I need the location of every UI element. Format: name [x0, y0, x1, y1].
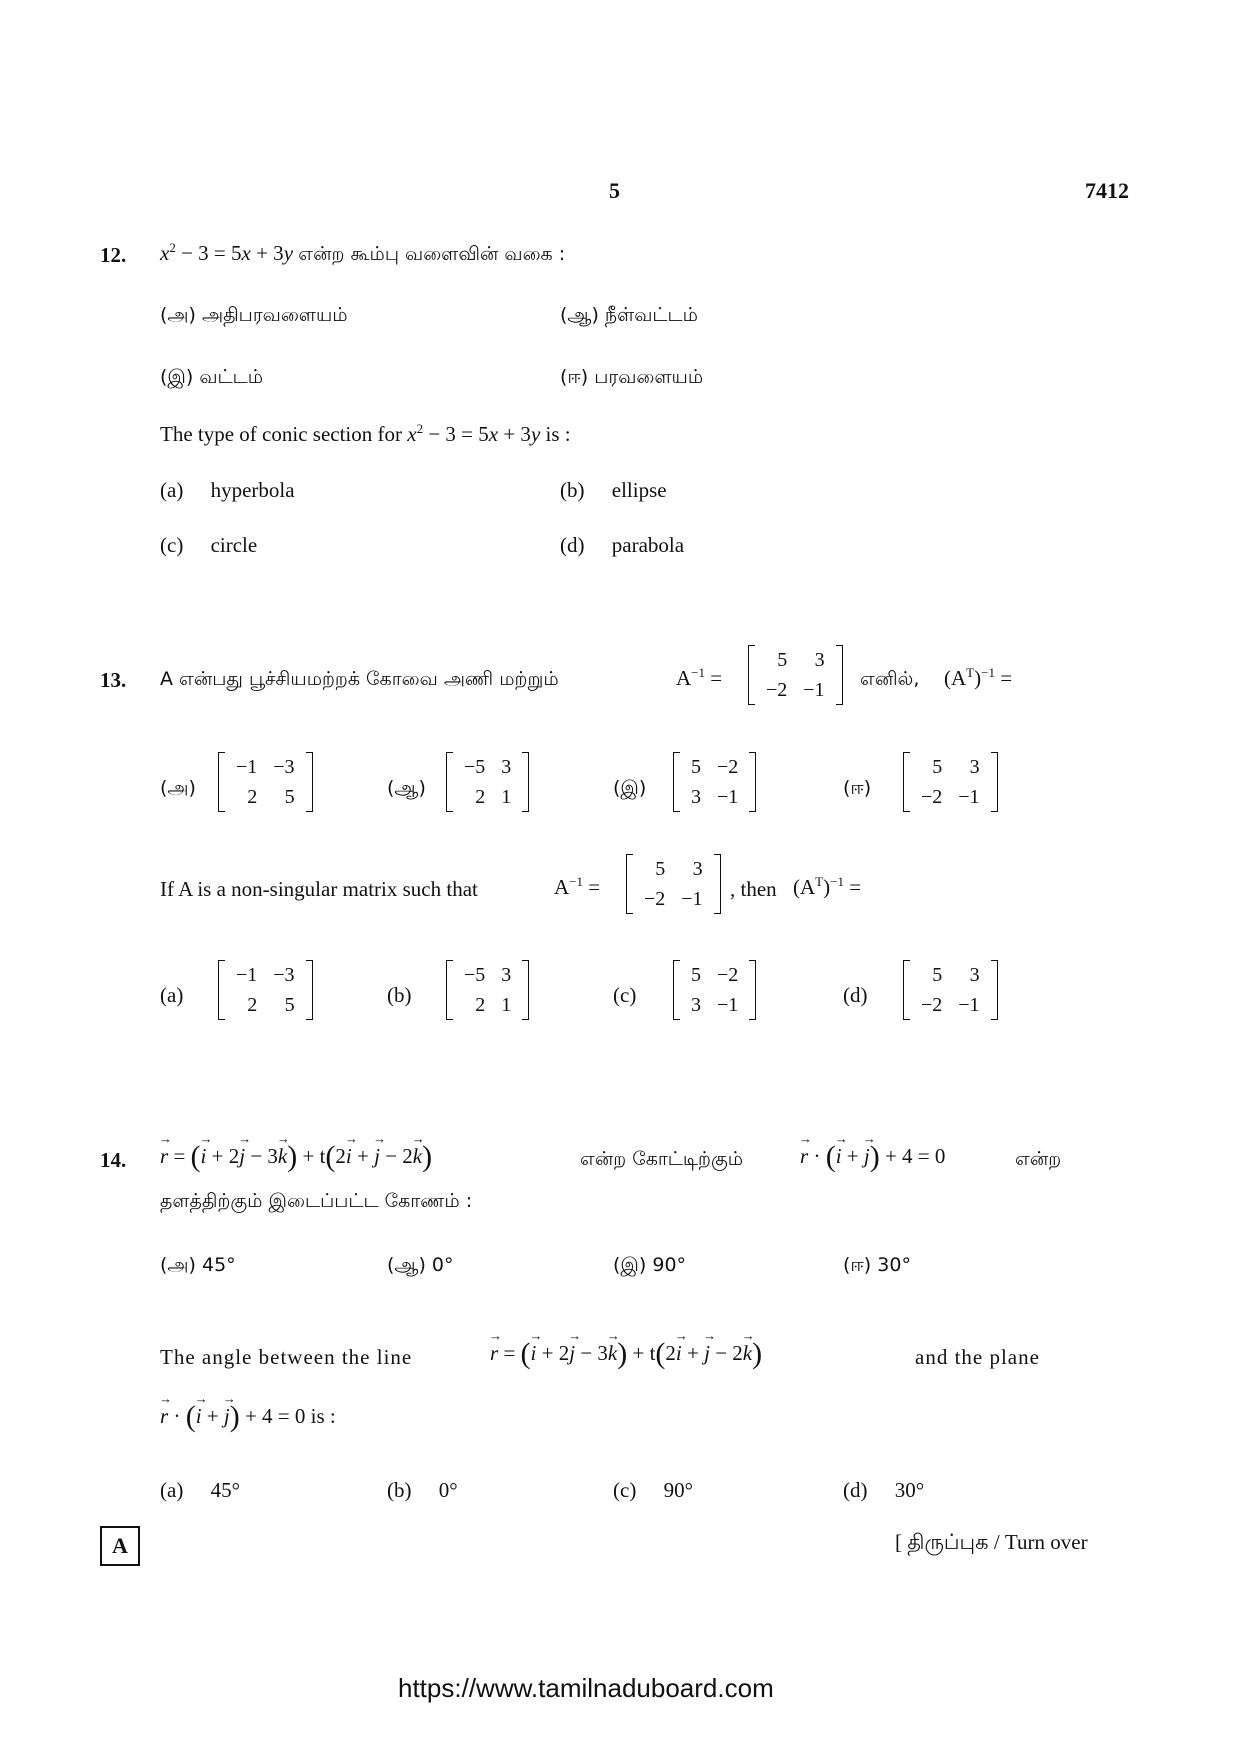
matrix-row [683, 752, 746, 782]
matrix-right-bracket [991, 960, 998, 1020]
q13-given-matrix-en [626, 854, 721, 914]
matrix-cell: −1 [236, 964, 258, 986]
matrix-cell: −5 [464, 756, 486, 778]
matrix-cell: −1 [717, 786, 739, 808]
matrix-cell: −2 [921, 786, 943, 808]
turn-over-label: [ திருப்புக / Turn over [895, 1530, 1088, 1554]
q14-option-ta-2[interactable] [387, 1254, 454, 1279]
q13-given-matrix-ta [748, 645, 843, 705]
matrix-left-bracket [626, 854, 633, 914]
option-text: 90° [652, 1254, 687, 1276]
matrix-cell: 5 [284, 994, 295, 1016]
matrix-body [683, 960, 746, 1020]
matrix-right-bracket [749, 960, 756, 1020]
q14-line-equation-en: → r = (→ i + 2→ j − 3→ k) + t(2→ i + → j − 2→ k) [490, 1337, 762, 1371]
matrix-cell: 1 [501, 786, 512, 808]
matrix-row [913, 752, 988, 782]
matrix-right-bracket [714, 854, 721, 914]
q13-tamil-suffix: எனில், [860, 668, 920, 690]
option-text: 30° [877, 1254, 911, 1276]
matrix-row [683, 782, 746, 812]
matrix-cell: −3 [273, 964, 295, 986]
matrix-cell: 3 [691, 786, 701, 808]
q13-option-ta-3-matrix[interactable] [673, 752, 756, 812]
matrix-cell: 5 [284, 786, 295, 808]
matrix-cell: −2 [766, 679, 788, 701]
q13-option-c-label: (c) [613, 983, 637, 1007]
paper-code: 7412 [1085, 178, 1129, 203]
question-number-13: 13. [100, 668, 127, 692]
q13-option-ta-4-matrix[interactable] [903, 752, 998, 812]
q12-option-a[interactable] [160, 478, 295, 503]
page-number: 5 [609, 178, 620, 203]
q14-english-mid: and the plane [915, 1345, 1040, 1369]
matrix-row [913, 782, 988, 812]
matrix-cell: −1 [803, 679, 825, 701]
matrix-cell: −1 [958, 786, 980, 808]
option-label: (a) [160, 478, 184, 502]
option-text: 90° [663, 1478, 693, 1502]
q13-ainv-en: $A^{-1}$ = [554, 874, 601, 899]
matrix-row [456, 960, 519, 990]
matrix-cell: −5 [464, 964, 486, 986]
q12-english-suffix: is : [545, 422, 571, 446]
matrix-cell: 3 [501, 964, 512, 986]
q14-option-ta-4[interactable] [843, 1254, 911, 1279]
option-text: பரவளையம் [594, 366, 704, 388]
matrix-row [913, 960, 988, 990]
matrix-cell: 1 [501, 994, 512, 1016]
option-text: 45° [210, 1478, 240, 1502]
q13-english-suffix: , then [730, 877, 777, 901]
q13-option-ta-2-matrix[interactable] [446, 752, 529, 812]
matrix-row [636, 854, 711, 884]
option-text: அதிபரவளையம் [202, 304, 348, 326]
matrix-row [683, 960, 746, 990]
matrix-right-bracket [749, 752, 756, 812]
option-label: (ஆ) [387, 1254, 426, 1276]
matrix-right-bracket [306, 960, 313, 1020]
matrix-cell: 3 [692, 858, 703, 880]
matrix-row [456, 990, 519, 1020]
q13-option-ta-4-label: (ஈ) [843, 777, 872, 799]
option-text: hyperbola [210, 478, 295, 502]
matrix-left-bracket [903, 752, 910, 812]
option-text: 0° [438, 1478, 458, 1502]
matrix-cell: −2 [644, 888, 666, 910]
option-text: 45° [202, 1254, 236, 1276]
option-label: (ஈ) [560, 366, 589, 388]
matrix-cell: 3 [969, 756, 980, 778]
q14-english-prefix: The angle between the line [160, 1345, 413, 1369]
matrix-body [228, 752, 303, 812]
q14-option-ta-3[interactable] [613, 1254, 686, 1279]
footer-url[interactable]: https://www.tamilnaduboard.com [398, 1673, 774, 1703]
matrix-cell: 3 [969, 964, 980, 986]
q12-option-ta-3[interactable] [160, 366, 263, 391]
q14-line-equation-ta: → r = (→ i + 2→ j − 3→ k) + t(2→ i + → j − 2→ k) [160, 1140, 432, 1174]
q13-option-d-matrix[interactable] [903, 960, 998, 1020]
matrix-right-bracket [991, 752, 998, 812]
q14-tamil-line2: தளத்திற்கும் இடைப்பட்ட கோணம் : [160, 1190, 473, 1212]
matrix-cell: 3 [691, 994, 701, 1016]
matrix-cell: 5 [655, 858, 666, 880]
matrix-body [913, 752, 988, 812]
q14-option-d[interactable] [843, 1478, 924, 1503]
q12-english-question [160, 422, 571, 447]
matrix-row [456, 782, 519, 812]
q13-option-b-label: (b) [387, 983, 412, 1007]
option-label: (ஆ) [560, 304, 599, 326]
q12-option-ta-4[interactable] [560, 366, 703, 391]
option-text: ellipse [611, 478, 667, 502]
q13-option-ta-2-label: (ஆ) [387, 777, 426, 799]
option-text: 30° [894, 1478, 925, 1502]
matrix-cell: 5 [777, 649, 788, 671]
matrix-row [228, 960, 303, 990]
matrix-row [683, 990, 746, 1020]
matrix-body [758, 645, 833, 705]
q12-option-d[interactable] [560, 533, 684, 558]
q13-at-inv-en: $(A^T)^{-1}$ = [793, 874, 862, 899]
q13-option-c-matrix[interactable] [673, 960, 756, 1020]
q13-english-prefix: If A is a non-singular matrix such that [160, 877, 478, 901]
option-text: நீள்வட்டம் [604, 304, 698, 326]
q12-english-text: The type of conic section for [160, 422, 402, 446]
matrix-row [913, 990, 988, 1020]
matrix-cell: 5 [932, 756, 943, 778]
option-label: (இ) [613, 1254, 647, 1276]
q13-option-d-label: (d) [843, 983, 868, 1007]
option-label: (c) [613, 1478, 637, 1502]
q13-tamil-prefix: A என்பது பூச்சியமற்றக் கோவை அணி மற்றும் [160, 668, 559, 690]
matrix-cell: 5 [691, 756, 701, 778]
matrix-left-bracket [673, 960, 680, 1020]
q12-equation-en: $x^2 - 3 = 5x + 3y$ [407, 421, 541, 446]
matrix-left-bracket [903, 960, 910, 1020]
option-text: வட்டம் [199, 366, 264, 388]
version-box: A [100, 1526, 140, 1566]
q12-option-ta-1[interactable] [160, 304, 348, 329]
matrix-cell: −1 [717, 994, 739, 1016]
option-label: (அ) [160, 304, 196, 326]
matrix-body [456, 752, 519, 812]
q13-ainv-ta: $A^{-1}$ = [676, 665, 723, 690]
matrix-cell: 3 [814, 649, 825, 671]
matrix-cell: 3 [501, 756, 512, 778]
option-label: (c) [160, 533, 184, 557]
matrix-body [636, 854, 711, 914]
matrix-body [913, 960, 988, 1020]
q13-option-a-label: (a) [160, 983, 184, 1007]
q14-english-end: is : [310, 1404, 336, 1428]
option-label: (d) [560, 533, 585, 557]
q14-option-b[interactable] [387, 1478, 458, 1503]
matrix-row [758, 675, 833, 705]
question-number-14: 14. [100, 1148, 127, 1172]
option-label: (b) [560, 478, 585, 502]
q12-tamil-question [160, 241, 565, 268]
option-text: circle [210, 533, 258, 557]
q14-plane-equation-ta: → r · (→ i + → j) + 4 = 0 [800, 1140, 945, 1174]
q14-option-ta-1[interactable] [160, 1254, 236, 1279]
matrix-left-bracket [748, 645, 755, 705]
option-label: (இ) [160, 366, 194, 388]
matrix-cell: 5 [932, 964, 943, 986]
matrix-row [228, 782, 303, 812]
matrix-cell: −1 [958, 994, 980, 1016]
matrix-cell: 2 [475, 786, 486, 808]
q13-option-b-matrix[interactable] [446, 960, 529, 1020]
option-label: (b) [387, 1478, 412, 1502]
q12-equation: $x^2 - 3 = 5x + 3y$ [160, 240, 294, 265]
question-number-12: 12. [100, 243, 127, 267]
q13-option-a-matrix[interactable] [218, 960, 313, 1020]
matrix-right-bracket [836, 645, 843, 705]
matrix-left-bracket [218, 960, 225, 1020]
matrix-cell: −1 [681, 888, 703, 910]
q13-option-ta-1-matrix[interactable] [218, 752, 313, 812]
matrix-right-bracket [522, 752, 529, 812]
q12-option-ta-2[interactable] [560, 304, 698, 329]
matrix-row [228, 752, 303, 782]
option-label: (ஈ) [843, 1254, 872, 1276]
matrix-cell: 2 [247, 994, 258, 1016]
matrix-cell: −2 [717, 964, 739, 986]
q12-option-b[interactable] [560, 478, 667, 503]
option-text: 0° [431, 1254, 454, 1276]
matrix-cell: −1 [236, 756, 258, 778]
matrix-cell: 5 [691, 964, 701, 986]
matrix-cell: −3 [273, 756, 295, 778]
q14-tamil-end: என்ற [1015, 1148, 1062, 1170]
matrix-cell: −2 [717, 756, 739, 778]
matrix-body [683, 752, 746, 812]
matrix-row [228, 990, 303, 1020]
matrix-row [758, 645, 833, 675]
matrix-right-bracket [306, 752, 313, 812]
matrix-left-bracket [673, 752, 680, 812]
q14-tamil-mid: என்ற கோட்டிற்கும் [580, 1148, 744, 1170]
option-label: (அ) [160, 1254, 196, 1276]
option-text: parabola [611, 533, 685, 557]
option-label: (d) [843, 1478, 868, 1502]
matrix-left-bracket [218, 752, 225, 812]
matrix-left-bracket [446, 960, 453, 1020]
q14-option-a[interactable] [160, 1478, 240, 1503]
matrix-left-bracket [446, 752, 453, 812]
matrix-right-bracket [522, 960, 529, 1020]
matrix-row [456, 752, 519, 782]
q14-plane-equation-en: → r · (→ i + → j) + 4 = 0 is : [160, 1400, 336, 1434]
matrix-row [636, 884, 711, 914]
option-label: (a) [160, 1478, 184, 1502]
q13-at-inv-ta: $(A^T)^{-1}$ = [944, 665, 1013, 690]
q14-option-c[interactable] [613, 1478, 693, 1503]
matrix-body [456, 960, 519, 1020]
matrix-cell: −2 [921, 994, 943, 1016]
q12-tamil-text: என்ற கூம்பு வளைவின் வகை : [298, 243, 566, 265]
matrix-cell: 2 [475, 994, 486, 1016]
q12-option-c[interactable] [160, 533, 257, 558]
q13-option-ta-1-label: (அ) [160, 777, 196, 799]
matrix-cell: 2 [247, 786, 258, 808]
matrix-body [228, 960, 303, 1020]
q13-option-ta-3-label: (இ) [613, 777, 647, 799]
